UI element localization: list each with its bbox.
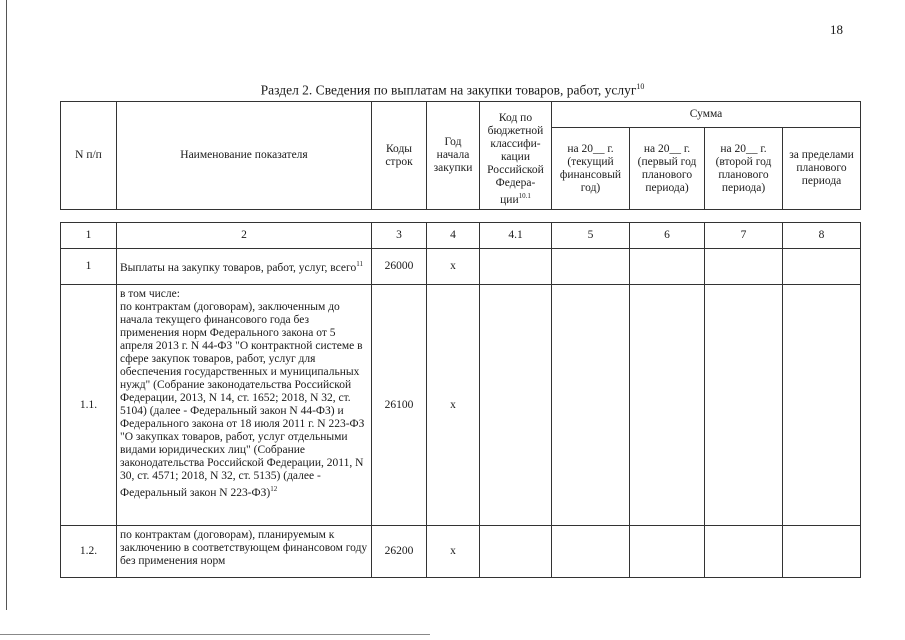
- col-number: 3: [372, 223, 427, 249]
- col-number: 7: [705, 223, 783, 249]
- row-code: 26100: [372, 285, 427, 526]
- header-budget-code-text: Код по бюджетной классифи- кации Российской Федера- ции: [487, 112, 544, 206]
- row-sum-first-plan[interactable]: [630, 285, 705, 526]
- row-sum-first-plan[interactable]: [630, 526, 705, 578]
- header-sum-current: на 20__ г. (текущий финансовый год): [552, 128, 630, 210]
- row-num: 1: [61, 249, 117, 285]
- row-sum-first-plan[interactable]: [630, 249, 705, 285]
- row-code: 26000: [372, 249, 427, 285]
- col-number: 5: [552, 223, 630, 249]
- row-name: [117, 526, 372, 578]
- row-name-text: по контрактам (договорам), планируемым к заключению в соответствующем финансовом году без применения норм: [120, 529, 368, 567]
- row-sum-second-plan[interactable]: [705, 526, 783, 578]
- header-sum-beyond: за пределами планового периода: [783, 128, 861, 210]
- header-name: Наименование показателя: [117, 102, 372, 210]
- header-table: [60, 101, 861, 210]
- header-sum-first-plan: на 20__ г. (первый год планового периода): [630, 128, 705, 210]
- row-num: 1.2.: [61, 526, 117, 578]
- column-numbers-row: [61, 223, 861, 249]
- row-sum-beyond[interactable]: [783, 249, 861, 285]
- row-year: x: [427, 249, 480, 285]
- row-year: x: [427, 285, 480, 526]
- row-name-text: Выплаты на закупку товаров, работ, услуг, всего: [120, 261, 357, 274]
- row-code: 26200: [372, 526, 427, 578]
- header-num: N п/п: [61, 102, 117, 210]
- row-name-text: в том числе: по контрактам (договорам), заключенным до начала текущего финансового года без применения норм Федерального закона от 5 апреля 2013 г. N 44-ФЗ "О контрактной системе в сфере закупок товаров, работ, услуг для обеспечения государственных и муниципальных нужд" (Собрание законодательства Российской Федерации, 2013, N 14, ст. 1652; 2018, N 32, ст. 5104) (далее - Федеральный закон N 44-ФЗ) и Федерального закона от 18 июля 2011 г. N 223-ФЗ "О закупках товаров, работ, услуг отдельными видами юридических лиц" (Собрание законодательства Российской Федерации, 2011, N 30, ст. 4571; 2018, N 32, ст. 5135) (далее - Федеральный закон N 223-ФЗ): [120, 288, 365, 499]
- table-row: [61, 285, 861, 526]
- row-name-footnote: 11: [356, 260, 363, 269]
- row-sum-second-plan[interactable]: [705, 285, 783, 526]
- table-row: [61, 249, 861, 285]
- section-title: [0, 82, 905, 99]
- col-number: 8: [783, 223, 861, 249]
- row-name: [117, 249, 372, 285]
- header-sum-second-plan: на 20__ г. (второй год планового периода): [705, 128, 783, 210]
- data-table: [60, 222, 861, 578]
- row-name: [117, 285, 372, 526]
- page-number: 18: [830, 22, 843, 37]
- row-sum-beyond[interactable]: [783, 526, 861, 578]
- table-row: [61, 526, 861, 578]
- row-sum-current[interactable]: [552, 285, 630, 526]
- row-year: x: [427, 526, 480, 578]
- row-num: 1.1.: [61, 285, 117, 526]
- col-number: 6: [630, 223, 705, 249]
- row-budget-code[interactable]: [480, 249, 552, 285]
- header-sum: Сумма: [552, 102, 861, 128]
- row-sum-second-plan[interactable]: [705, 249, 783, 285]
- row-budget-code[interactable]: [480, 526, 552, 578]
- col-number: 2: [117, 223, 372, 249]
- section-title-text: Раздел 2. Сведения по выплатам на закупки товаров, работ, услуг: [260, 82, 637, 98]
- col-number: 4.1: [480, 223, 552, 249]
- row-sum-current[interactable]: [552, 526, 630, 578]
- row-name-footnote: 12: [270, 485, 278, 493]
- section-title-footnote: 10: [636, 82, 645, 91]
- header-budget-code-footnote: 10.1: [518, 192, 531, 200]
- col-number: 1: [61, 223, 117, 249]
- header-year: Год начала закупки: [427, 102, 480, 210]
- col-number: 4: [427, 223, 480, 249]
- header-codes: Коды строк: [372, 102, 427, 210]
- row-budget-code[interactable]: [480, 285, 552, 526]
- bottom-scan-rule: [0, 634, 430, 635]
- row-sum-beyond[interactable]: [783, 285, 861, 526]
- row-sum-current[interactable]: [552, 249, 630, 285]
- header-budget-code: [480, 102, 552, 210]
